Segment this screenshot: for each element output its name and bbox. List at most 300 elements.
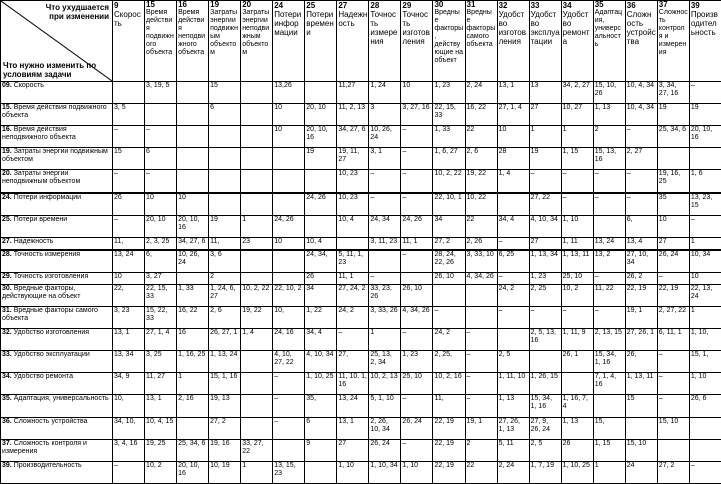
matrix-cell: – (145, 126, 177, 148)
matrix-cell: 34, 4 (305, 329, 337, 351)
matrix-cell: 24, 2 (497, 284, 529, 306)
matrix-cell: – (657, 351, 689, 373)
column-header-29 (401, 1, 433, 82)
matrix-cell: 20, 10, 16 (177, 461, 209, 483)
matrix-cell: – (273, 373, 305, 395)
matrix-cell: – (369, 273, 401, 285)
column-header-25 (305, 1, 337, 82)
matrix-cell: 5, 11 (497, 439, 529, 461)
matrix-cell: 1, 4 (497, 170, 529, 193)
matrix-cell (337, 238, 369, 250)
matrix-cell: 26, (625, 351, 657, 373)
matrix-cell: – (113, 215, 145, 237)
row-label: Потери времени (13, 215, 68, 223)
table-row (1, 395, 721, 417)
matrix-cell: 34, 4 (497, 215, 529, 237)
matrix-cell: 10, 4, 34 (625, 104, 657, 126)
matrix-cell (241, 250, 273, 273)
matrix-cell: 26, 6 (689, 395, 721, 417)
table-row (1, 193, 721, 216)
matrix-cell: 6 (145, 148, 177, 170)
matrix-cell: 2, 6 (209, 307, 241, 329)
column-header-27 (337, 1, 369, 82)
matrix-cell: 27, 2 (433, 238, 465, 250)
table-row (1, 82, 721, 104)
row-header (1, 461, 113, 483)
row-number: 30. (2, 284, 12, 292)
matrix-cell: 1, 10 (561, 215, 593, 237)
column-label: Потери информации (274, 10, 302, 37)
matrix-cell: 19, 22 (465, 170, 497, 193)
column-number: 35 (594, 0, 604, 9)
matrix-cell: 1, 24, 6, 27 (209, 284, 241, 306)
column-number: 19 (210, 0, 220, 9)
matrix-cell: 2 (465, 439, 497, 461)
matrix-cell: – (401, 329, 433, 351)
row-number: 37. (2, 439, 12, 447)
matrix-cell: 10, 23 (337, 193, 369, 216)
matrix-cell: 15, 1, (689, 351, 721, 373)
matrix-cell: 22, 10, 2 (273, 284, 305, 306)
matrix-cell: 10, 26, 24 (177, 250, 209, 273)
matrix-cell: 25, 34, 6 (177, 439, 209, 461)
row-label: Сложность контроля и измерения (2, 439, 87, 455)
matrix-cell: 15 (209, 82, 241, 104)
column-number: 27 (338, 1, 348, 10)
row-number: 19. (2, 148, 12, 156)
matrix-cell: – (497, 273, 529, 285)
row-label: Вредные факторы, действующие на объект (2, 284, 81, 300)
matrix-cell (401, 273, 433, 285)
matrix-cell: 15, 10 (657, 417, 689, 439)
matrix-cell: 27, 22 (529, 193, 561, 216)
matrix-cell: 15 (113, 148, 145, 170)
matrix-cell: 1, 10 (689, 373, 721, 395)
matrix-cell: – (145, 170, 177, 193)
matrix-cell: 1, 10, 25 (305, 373, 337, 395)
matrix-cell (113, 82, 145, 104)
row-number: 27. (2, 238, 12, 246)
matrix-cell: 15, 10, 26 (593, 82, 625, 104)
matrix-cell: – (369, 193, 401, 216)
matrix-cell: 3, 6 (209, 250, 241, 273)
matrix-cell: 24, 26 (401, 215, 433, 237)
row-header (1, 104, 113, 126)
matrix-cell: 11,27 (337, 82, 369, 104)
matrix-cell: 13, 23, 15 (689, 193, 721, 216)
matrix-cell (497, 193, 529, 216)
matrix-cell (177, 126, 209, 148)
matrix-cell: – (273, 417, 305, 439)
column-number: 33 (530, 1, 540, 10)
matrix-cell: 4, 34, 26 (465, 273, 497, 285)
matrix-cell: 13, 1 (113, 329, 145, 351)
matrix-cell: 24, 34, (305, 250, 337, 273)
matrix-cell: 1, 23 (401, 351, 433, 373)
matrix-cell: 26, 2 (625, 273, 657, 285)
matrix-cell: 1, 13, 34 (529, 250, 561, 273)
matrix-cell: 25, 13, 2, 34 (369, 351, 401, 373)
column-label: Точность измерения (370, 10, 398, 46)
matrix-cell: 15, 34, 1, 16 (529, 395, 561, 417)
matrix-cell: 34, 10, (113, 417, 145, 439)
matrix-cell (625, 417, 657, 439)
matrix-cell: 22, 15, 33 (433, 104, 465, 126)
row-header (1, 439, 113, 461)
matrix-cell (241, 104, 273, 126)
matrix-cell: 16 (177, 329, 209, 351)
row-label: Сложность устройства (13, 417, 88, 425)
matrix-cell: 15, 10 (625, 439, 657, 461)
matrix-cell (209, 170, 241, 193)
row-number: 15. (2, 104, 12, 112)
matrix-cell: 1, 13 (497, 395, 529, 417)
matrix-cell: 19 (305, 148, 337, 170)
matrix-cell: 34 (305, 284, 337, 306)
matrix-cell: – (657, 373, 689, 395)
row-label: Удобство ремонта (13, 373, 74, 381)
matrix-cell: 10 (401, 82, 433, 104)
column-header-16 (177, 1, 209, 82)
matrix-cell: 26, 10 (401, 284, 433, 306)
table-row (1, 104, 721, 126)
matrix-cell: 24, 2 (337, 307, 369, 329)
column-header-30 (433, 1, 465, 82)
matrix-cell: 13, 24 (337, 395, 369, 417)
matrix-cell: 3, 34, 27, 16 (657, 82, 689, 104)
matrix-cell: 13, 4 (625, 238, 657, 250)
matrix-cell (273, 273, 305, 285)
matrix-cell: 20, 10 (145, 215, 177, 237)
column-label: Сложность устройства (626, 10, 656, 46)
matrix-cell: 1, 6 (689, 170, 721, 193)
matrix-cell: 1, 33 (433, 126, 465, 148)
row-label: Надежность (13, 238, 54, 246)
row-number: 33. (2, 351, 12, 359)
matrix-cell (593, 215, 625, 237)
column-label: Удобство эксплуатации (530, 10, 560, 46)
matrix-cell (177, 148, 209, 170)
matrix-cell: – (561, 307, 593, 329)
row-header (1, 250, 113, 273)
matrix-cell: 6 (209, 104, 241, 126)
row-header (1, 307, 113, 329)
column-number: 16 (178, 0, 187, 9)
matrix-cell: 28 (497, 148, 529, 170)
row-label: Потери информации (13, 193, 82, 201)
matrix-cell: 27, (337, 351, 369, 373)
row-number: 25. (2, 215, 12, 223)
matrix-cell (689, 148, 721, 170)
matrix-cell (177, 417, 209, 439)
row-label: Затраты энергии подвижным объектом (2, 148, 108, 164)
matrix-cell: – (593, 170, 625, 193)
matrix-cell: 6 (305, 417, 337, 439)
matrix-cell: 1, 7, 19 (529, 461, 561, 483)
matrix-cell: 3, 27, 16 (401, 104, 433, 126)
matrix-cell: – (401, 148, 433, 170)
matrix-cell: 35 (657, 193, 689, 216)
row-header (1, 82, 113, 104)
matrix-cell: 1, 13 (561, 417, 593, 439)
matrix-cell: 22, 15, 33 (145, 284, 177, 306)
column-number: 29 (402, 1, 412, 10)
column-label: Производительность (690, 10, 718, 37)
matrix-cell (177, 82, 209, 104)
corner-cell (1, 1, 113, 82)
matrix-cell: – (401, 170, 433, 193)
matrix-cell: 26 (113, 193, 145, 216)
table-row (1, 351, 721, 373)
matrix-cell: – (689, 82, 721, 104)
worsening-parameter-caption: Что ухудшается при изменении (45, 3, 109, 21)
matrix-cell: 10 (273, 126, 305, 148)
matrix-cell: – (561, 193, 593, 216)
matrix-cell: 1, 24 (369, 82, 401, 104)
column-number: 28 (370, 1, 380, 10)
matrix-cell: 23 (241, 238, 273, 250)
matrix-cell (433, 284, 465, 306)
matrix-cell: 24, 26 (273, 215, 305, 237)
matrix-cell: 20, 10, 16 (177, 215, 209, 237)
matrix-cell: 6, 25 (497, 250, 529, 273)
table-row (1, 273, 721, 285)
matrix-cell: 10 (113, 273, 145, 285)
matrix-cell: 10, (273, 307, 305, 329)
matrix-cell: 19, 13 (209, 395, 241, 417)
row-number: 39. (2, 461, 12, 469)
row-label: Скорость (13, 82, 44, 89)
matrix-cell: 2, 13, 15 (593, 329, 625, 351)
matrix-cell: 22, 13, 24 (689, 284, 721, 306)
matrix-cell: 26 (561, 439, 593, 461)
matrix-cell: 20, 10, 16 (689, 126, 721, 148)
matrix-cell: – (113, 170, 145, 193)
column-header-15 (145, 1, 177, 82)
column-header-19 (209, 1, 241, 82)
matrix-cell: 26, 24 (401, 417, 433, 439)
matrix-cell: – (337, 329, 369, 351)
matrix-cell: 34, 2, 27 (561, 82, 593, 104)
matrix-cell: 13, 15, 23 (273, 461, 305, 483)
row-header (1, 329, 113, 351)
matrix-cell: 24, 34 (369, 215, 401, 237)
matrix-cell: 20, 10 (305, 104, 337, 126)
matrix-cell: 1, 23 (529, 273, 561, 285)
matrix-cell: 35, (305, 395, 337, 417)
matrix-cell (241, 193, 273, 216)
matrix-cell: 15, 1, 16 (209, 373, 241, 395)
column-header-34 (561, 1, 593, 82)
matrix-cell: 16, 22 (465, 104, 497, 126)
matrix-cell: – (401, 193, 433, 216)
matrix-cell (241, 395, 273, 417)
matrix-cell: 1 (593, 461, 625, 483)
matrix-cell (657, 439, 689, 461)
row-label: Время действия подвижного объекта (2, 104, 107, 120)
matrix-cell: 11, (209, 238, 241, 250)
column-label: Вредные факторы, действующие на объект (434, 9, 464, 64)
matrix-cell (241, 273, 273, 285)
column-header-32 (497, 1, 529, 82)
matrix-cell (209, 148, 241, 170)
matrix-cell (689, 439, 721, 461)
matrix-cell: 10 (497, 126, 529, 148)
matrix-cell: 13, 34 (113, 351, 145, 373)
matrix-cell: 7, 1, 4, 16 (593, 373, 625, 395)
column-number: 31 (466, 0, 476, 9)
matrix-cell: 34, 27, 6 (177, 238, 209, 250)
matrix-cell: 1 (689, 307, 721, 329)
matrix-cell: 11, 27 (145, 373, 177, 395)
matrix-cell: 10, 2, 13 (369, 373, 401, 395)
matrix-cell (273, 170, 305, 193)
matrix-cell: 19, 1 (465, 417, 497, 439)
table-row (1, 284, 721, 306)
row-number: 35. (2, 395, 12, 403)
matrix-cell: 1 (689, 238, 721, 250)
matrix-cell: 20, 10, 16 (305, 126, 337, 148)
matrix-cell: 22, 19 (657, 284, 689, 306)
matrix-cell: 2, 26, 10, 34 (369, 417, 401, 439)
matrix-cell: 27, 24, 2 (337, 284, 369, 306)
matrix-cell: – (401, 395, 433, 417)
matrix-cell: 34, 27, 6 (337, 126, 369, 148)
matrix-cell (305, 215, 337, 237)
row-number: 29. (2, 273, 12, 281)
matrix-cell: 34, 9 (113, 373, 145, 395)
column-label: Удобство изготовления (498, 10, 526, 46)
matrix-cell: – (369, 170, 401, 193)
matrix-cell: 2, 5 (497, 351, 529, 373)
row-label: Время действия неподвижного объекта (2, 126, 76, 142)
matrix-cell: 2, 5, 13, 16 (529, 329, 561, 351)
matrix-cell: 9 (305, 439, 337, 461)
matrix-cell: 1, 11, 10 (497, 373, 529, 395)
matrix-cell: – (625, 193, 657, 216)
row-header (1, 273, 113, 285)
matrix-cell: 1, 13, 11 (625, 373, 657, 395)
matrix-cell: – (529, 170, 561, 193)
matrix-cell: 11, 22 (593, 284, 625, 306)
matrix-cell: 13, 2 (593, 250, 625, 273)
matrix-cell: 10, 4 (305, 238, 337, 250)
matrix-cell: 26, 27, 1 (209, 329, 241, 351)
matrix-cell: 24, 16 (273, 329, 305, 351)
matrix-cell (273, 250, 305, 273)
matrix-cell: 27, 2 (209, 417, 241, 439)
matrix-cell: 5, 11, 1, 23 (337, 250, 369, 273)
matrix-cell: 27, 10, 34 (625, 250, 657, 273)
matrix-cell: 22, 10, 1 (433, 193, 465, 216)
matrix-cell: 3, 33, 26 (369, 307, 401, 329)
matrix-cell: 27 (657, 238, 689, 250)
matrix-cell: 10 (145, 193, 177, 216)
matrix-cell: 1 (561, 126, 593, 148)
matrix-cell: 15, 13, 16 (593, 148, 625, 170)
matrix-cell: 6, 11, 1 (657, 329, 689, 351)
matrix-cell: 13, 1 (497, 82, 529, 104)
matrix-cell: 2, 26 (465, 238, 497, 250)
matrix-cell: 2, 24 (465, 82, 497, 104)
row-number: 20. (2, 170, 12, 178)
matrix-cell: 1, 10 (337, 461, 369, 483)
matrix-cell: 19, 1 (625, 307, 657, 329)
matrix-cell: 22, 19 (433, 417, 465, 439)
matrix-cell: 10, 4, 15 (145, 417, 177, 439)
column-number: 39 (690, 1, 700, 10)
matrix-cell: 11, 2, 13 (337, 104, 369, 126)
table-row (1, 461, 721, 483)
matrix-cell: 22 (465, 215, 497, 237)
matrix-cell: 1 (177, 373, 209, 395)
matrix-cell: 2, 16 (177, 395, 209, 417)
matrix-cell: 1 (529, 126, 561, 148)
matrix-cell (209, 126, 241, 148)
matrix-cell: 26, 10 (433, 273, 465, 285)
column-header-33 (529, 1, 561, 82)
matrix-cell (529, 351, 561, 373)
row-label: Точность измерения (13, 250, 81, 258)
matrix-cell: 11, 1 (401, 238, 433, 250)
column-number: 37 (658, 0, 668, 9)
matrix-cell: 6, (625, 215, 657, 237)
matrix-cell: 22, 19 (433, 439, 465, 461)
column-number: 25 (306, 1, 316, 10)
matrix-cell: – (465, 351, 497, 373)
matrix-cell: 10, 2, 22 (433, 170, 465, 193)
matrix-cell (241, 82, 273, 104)
matrix-cell: – (529, 307, 561, 329)
matrix-cell: 10, 19 (209, 461, 241, 483)
column-header-35 (593, 1, 625, 82)
matrix-cell: 10, 2, 16 (433, 373, 465, 395)
matrix-cell (241, 170, 273, 193)
matrix-cell (241, 351, 273, 373)
matrix-cell: 1, 13, 24 (209, 351, 241, 373)
table-row (1, 126, 721, 148)
row-number: 36. (2, 417, 12, 425)
matrix-cell: 3, 1 (369, 148, 401, 170)
matrix-cell: 27, 1, 4 (145, 329, 177, 351)
matrix-cell: 13,26 (273, 82, 305, 104)
column-number: 24 (274, 1, 284, 10)
matrix-cell: 4, 10, 34 (305, 351, 337, 373)
matrix-cell (593, 395, 625, 417)
row-number: 09. (2, 82, 12, 89)
table-row (1, 250, 721, 273)
matrix-cell: 27, 26, 1, 13 (497, 417, 529, 439)
matrix-cell: – (497, 238, 529, 250)
matrix-cell: 2, 6 (465, 148, 497, 170)
matrix-cell: 19, 16 (209, 439, 241, 461)
matrix-cell: – (593, 273, 625, 285)
table-row (1, 329, 721, 351)
matrix-cell: 15, 22, 33 (145, 307, 177, 329)
column-header-9 (113, 1, 145, 82)
matrix-cell: 10, 27 (561, 104, 593, 126)
matrix-cell: 26 (305, 273, 337, 285)
matrix-cell: – (689, 461, 721, 483)
improving-parameter-caption: Что нужно изменить по условиям задачи (3, 61, 97, 79)
matrix-cell: 11, (113, 238, 145, 250)
matrix-cell: 3, 23 (113, 307, 145, 329)
column-number: 15 (146, 0, 155, 9)
matrix-cell: – (593, 307, 625, 329)
matrix-cell: 13 (529, 82, 561, 104)
matrix-cell: 19, 22 (241, 307, 273, 329)
matrix-cell: 11, 1 (337, 273, 369, 285)
